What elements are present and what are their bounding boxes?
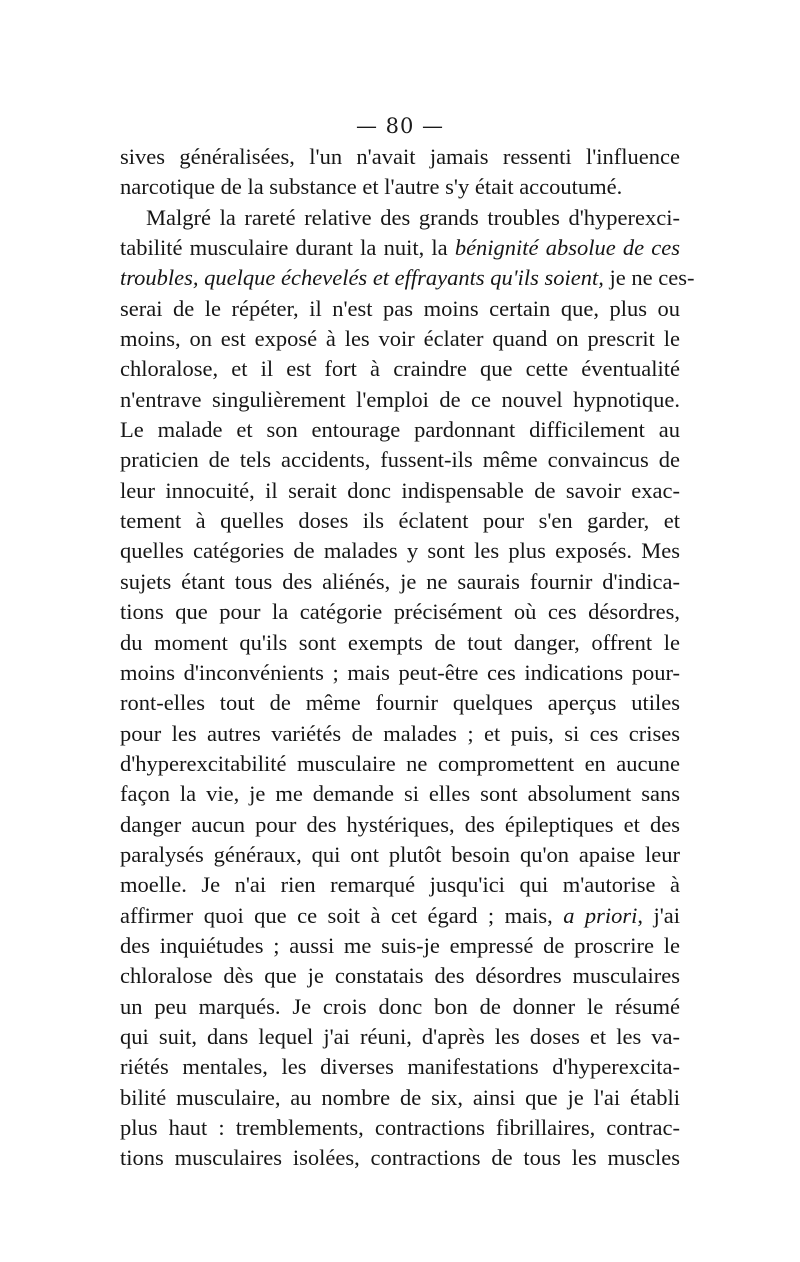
- text-line: pour les autres variétés de malades ; et puis, si ces crises: [120, 720, 680, 746]
- text-line: [120, 901, 680, 931]
- text-line: d'hyperexcitabilité musculaire ne compromettent en aucune: [120, 750, 680, 776]
- text-line: sujets étant tous des aliénés, je ne saurais fournir d'indica-: [120, 568, 680, 594]
- text-line: quelles catégories de malades y sont les plus exposés. Mes: [120, 538, 680, 564]
- text-line: Malgré la rareté relative des grands troubles d'hyperexci-: [146, 204, 680, 230]
- text-line: des inquiétudes ; aussi me suis-je empressé de proscrire le: [120, 932, 680, 958]
- text-fragment: affirmer quoi que ce soit à cet égard ; mais,: [120, 902, 553, 928]
- text-line: tement à quelles doses ils éclatent pour s'en garder, et: [120, 508, 680, 534]
- text-line: ront-elles tout de même fournir quelques aperçus utiles: [120, 690, 680, 716]
- text-line: qui suit, dans lequel j'ai réuni, d'après les doses et les va-: [120, 1023, 680, 1049]
- text-line: façon la vie, je me demande si elles sont absolument sans: [120, 781, 680, 807]
- text-line: [120, 263, 695, 293]
- text-line: danger aucun pour des hystériques, des épileptiques et des: [120, 811, 680, 837]
- text-line: paralysés généraux, qui ont plutôt besoin qu'on apaise leur: [120, 841, 680, 867]
- text-fragment: je ne ces-: [603, 265, 695, 291]
- body-text: [120, 142, 695, 1174]
- page-number: — 80 —: [355, 114, 445, 138]
- text-line: un peu marqués. Je crois donc bon de donner le résumé: [120, 993, 680, 1019]
- text-line: moelle. Je n'ai rien remarqué jusqu'ici qui m'autorise à: [120, 872, 680, 898]
- text-fragment: , j'ai: [637, 902, 680, 928]
- text-line: sives généralisées, l'un n'avait jamais ressenti l'influence: [120, 144, 680, 169]
- text-line: bilité musculaire, au nombre de six, ainsi que je l'ai établi: [120, 1084, 680, 1110]
- text-line: du moment qu'ils sont exempts de tout danger, offrent le: [120, 629, 680, 655]
- text-fragment: tabilité musculaire durant la nuit, la: [120, 235, 448, 261]
- text-line: chloralose dès que je constatais des désordres musculaires: [120, 963, 680, 989]
- text-line: narcotique de la substance et l'autre s'y était accoutumé.: [120, 174, 623, 200]
- text-line: plus haut : tremblements, contractions fibrillaires, contrac-: [120, 1115, 680, 1140]
- text-line: praticien de tels accidents, fussent-ils même convaincus de: [120, 447, 680, 473]
- text-line: tions que pour la catégorie précisément où ces désordres,: [120, 599, 680, 625]
- text-line: Le malade et son entourage pardonnant difficilement au: [120, 417, 680, 443]
- text-line: moins, on est exposé à les voir éclater quand on prescrit le: [120, 326, 680, 352]
- text-line: [120, 233, 680, 263]
- italic-fragment: a priori: [563, 902, 638, 928]
- text-line: n'entrave singulièrement l'emploi de ce nouvel hypnotique.: [120, 386, 680, 412]
- text-line: serai de le répéter, il n'est pas moins certain que, plus ou: [120, 295, 680, 321]
- text-line: chloralose, et il est fort à craindre que cette éventualité: [120, 356, 680, 382]
- text-line: leur innocuité, il serait donc indispensable de savoir exac-: [120, 477, 680, 503]
- italic-fragment: bénignité absolue de ces: [454, 235, 681, 261]
- text-line: moins d'inconvénients ; mais peut-être ces indications pour-: [120, 659, 680, 685]
- text-line: tions musculaires isolées, contractions de tous les muscles: [120, 1145, 680, 1171]
- italic-fragment: troubles, quelque échevelés et effrayants qu'ils soient,: [120, 265, 604, 291]
- text-line: riétés mentales, les diverses manifestations d'hyperexcita-: [120, 1054, 680, 1080]
